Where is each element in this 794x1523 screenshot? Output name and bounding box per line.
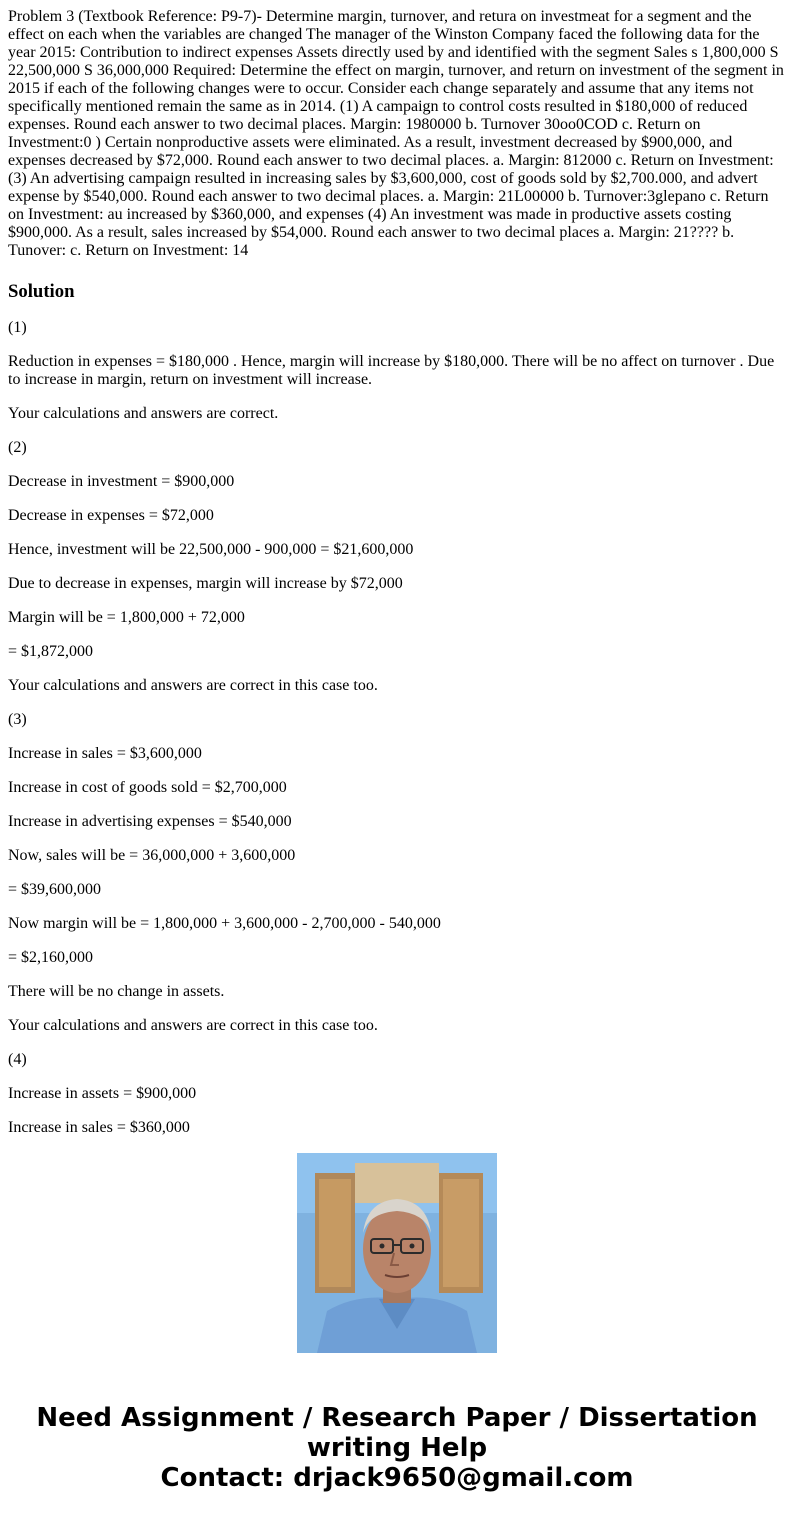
solution-paragraph: Your calculations and answers are correct. bbox=[8, 405, 279, 422]
solution-heading: Solution bbox=[8, 281, 75, 302]
solution-paragraph: Decrease in expenses = $72,000 bbox=[8, 507, 214, 524]
solution-paragraph: Due to decrease in expenses, margin will increase by $72,000 bbox=[8, 575, 403, 592]
solution-paragraph: Increase in sales = $3,600,000 bbox=[8, 745, 202, 762]
solution-paragraph: Now margin will be = 1,800,000 + 3,600,000 - 2,700,000 - 540,000 bbox=[8, 915, 441, 932]
problem-statement: Problem 3 (Textbook Reference: P9-7)- Determine margin, turnover, and retura on investmeat for a segment and the effect on each when the variables are changed The manager of the Winston Company faced the following data for the year 2015: Contribution to indirect expenses Assets directly used by and identified with the segment Sales s 1,800,000 S 22,500,000 S 36,000,000 Required: Determine the effect on margin, turnover, and return on investment of the segment in 2015 if each of the following changes were to occur. Consider each change separately and assume that any items not specifically mentioned remain the same as in 2014. (1) A campaign to control costs resulted in $180,000 of reduced expenses. Round each answer to two decimal places. Margin: 1980000 b. Turnover 30oo0COD c. Return on Investment:0 ) Certain nonproductive assets were eliminated. As a result, investment decreased by $900,000, and expenses decreased by $72,000. Round each answer to two decimal places. a. Margin: 812000 c. Return on Investment: (3) An advertising campaign resulted in increasing sales by $3,600,000, cost of goods sold by $2,700.000, and advert expense by $540,000. Round each answer to two decimal places. a. Margin: 21L00000 b. Turnover:3glepano c. Return on Investment: au increased by $360,000, and expenses (4) An investment was made in productive assets costing $900,000. As a result, sales increased by $54,000. Round each answer to two decimal places a. Margin: 21???? b. Tunover: c. Return on Investment: 14 bbox=[8, 8, 784, 259]
promo-contact-line: Contact: drjack9650@gmail.com bbox=[160, 1463, 634, 1493]
solution-paragraph: Reduction in expenses = $180,000 . Hence, margin will increase by $180,000. There will be no affect on turnover . Due to increase in margin, return on investment will increase. bbox=[8, 353, 775, 388]
solution-paragraph: Increase in cost of goods sold = $2,700,000 bbox=[8, 779, 287, 796]
solution-body bbox=[8, 319, 786, 1137]
solution-paragraph: (2) bbox=[8, 439, 27, 456]
solution-paragraph: Increase in assets = $900,000 bbox=[8, 1085, 197, 1102]
solution-paragraph: There will be no change in assets. bbox=[8, 983, 225, 1000]
solution-paragraph: Hence, investment will be 22,500,000 - 900,000 = $21,600,000 bbox=[8, 541, 414, 558]
solution-paragraph: (1) bbox=[8, 319, 27, 336]
document-content bbox=[8, 0, 786, 1136]
solution-paragraph: Increase in advertising expenses = $540,000 bbox=[8, 813, 292, 830]
solution-paragraph: = $2,160,000 bbox=[8, 949, 94, 966]
promo-help-line: Need Assignment / Research Paper / Dissertation writing Help bbox=[36, 1403, 758, 1463]
solution-paragraph: Your calculations and answers are correct in this case too. bbox=[8, 677, 378, 694]
solution-paragraph: Your calculations and answers are correct in this case too. bbox=[8, 1017, 378, 1034]
portrait-image bbox=[297, 1153, 497, 1353]
solution-paragraph: = $1,872,000 bbox=[8, 643, 94, 660]
solution-paragraph: Decrease in investment = $900,000 bbox=[8, 473, 235, 490]
tutor-photo-avatar bbox=[297, 1153, 497, 1353]
solution-paragraph: Now, sales will be = 36,000,000 + 3,600,000 bbox=[8, 847, 296, 864]
solution-paragraph: (4) bbox=[8, 1051, 27, 1068]
promo-text bbox=[20, 1403, 774, 1493]
solution-paragraph: Increase in sales = $360,000 bbox=[8, 1119, 190, 1136]
solution-paragraph: (3) bbox=[8, 711, 27, 728]
solution-paragraph: = $39,600,000 bbox=[8, 881, 102, 898]
solution-paragraph: Margin will be = 1,800,000 + 72,000 bbox=[8, 609, 245, 626]
promo-banner bbox=[0, 1123, 794, 1523]
